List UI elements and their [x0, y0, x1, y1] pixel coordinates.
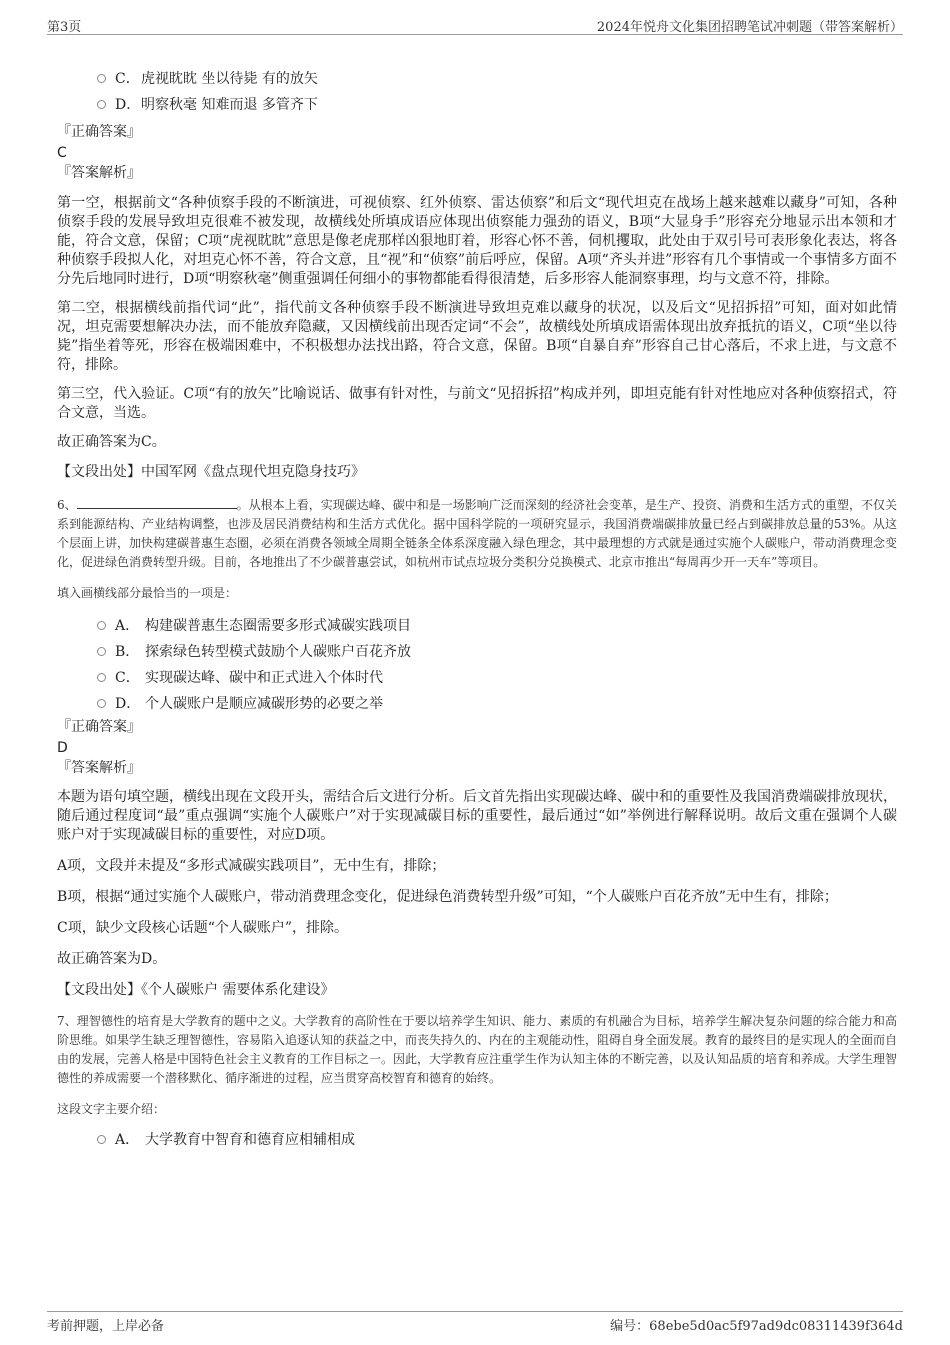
analysis-paragraph: 第三空，代入验证。C项“有的放矢”比喻说话、做事有针对性，与前文“见招拆招”构成并列，即坦克能有针对性地应对各种侦察招式，符合文意，当选。: [57, 386, 897, 421]
option-letter: D．: [115, 97, 141, 113]
option-text: 明察秋毫 知难而退 多管齐下: [141, 97, 318, 113]
page-content: [57, 66, 897, 1153]
answer-label: 『正确答案』: [57, 124, 141, 140]
q7-option-a[interactable]: [57, 1127, 897, 1153]
radio-icon[interactable]: [97, 1135, 106, 1144]
answer-value: D: [57, 740, 68, 756]
page-header: [47, 14, 903, 35]
radio-icon[interactable]: [97, 699, 106, 708]
analysis-paragraph: B项，根据“通过实施个人碳账户，带动消费理念变化，促进绿色消费转型升级”可知，“个人碳账户百花齐放”无中生有，排除；: [57, 889, 838, 905]
option-letter: D．: [115, 696, 141, 712]
option-letter: A．: [115, 1132, 140, 1148]
analysis-paragraph: C项，缺少文段核心话题“个人碳账户”，排除。: [57, 920, 349, 936]
option-text: 探索绿色转型模式鼓励个人碳账户百花齐放: [145, 644, 411, 660]
option-text: 实现碳达峰、碳中和正式进入个体时代: [145, 670, 383, 686]
fill-blank: [77, 496, 237, 509]
radio-icon[interactable]: [97, 647, 106, 656]
analysis-conclusion: 故正确答案为C。: [57, 434, 166, 450]
question-7-stem: 7、理智德性的培育是大学教育的题中之义。大学教育的高阶性在于要以培养学生知识、能力、素质的有机融合为目标，培养学生解决复杂问题的综合能力和高阶思维。如果学生缺乏理智德性，容易陷入追逐认知的获益之中，而丧失持久的、内在的主观能动性，阻碍自身全面发展。教育的最终目的是实现人的全面而自由的发展，完善人格是中国特色社会主义教育的工作目标之一。因此，大学教育应注重学生作为认知主体的不断完善，以及认知品质的培育和养成。大学生理智德性的养成需要一个潜移默化、循序渐进的过程，应当贯穿高校智育和德育的始终。: [57, 1014, 898, 1085]
question-prompt: 这段文字主要介绍：: [57, 1102, 166, 1116]
source-note: 【文段出处】《个人碳账户 需要体系化建设》: [57, 982, 335, 998]
option-letter: C．: [115, 71, 140, 87]
analysis-paragraph: 第一空，根据前文“各种侦察手段的不断演进，可视侦察、红外侦察、雷达侦察”和后文“现代坦克在战场上越来越难以藏身”可知，各种侦察手段的发展导致坦克很难不被发现，故横线处所填成语应体现出侦察能力强劲的语义，B项“大显身手”形容充分地显示出本领和才能，符合文意，保留；C项“虎视眈眈”意思是像老虎那样凶狠地盯着，形容心怀不善，伺机攫取，此处由于双引号可表形象化表达，将各种侦察手段拟人化，对坦克心怀不善，符合文意，且“视”和“侦察”前后呼应，保留。A项“齐头并进”形容有几个事情或一个事情多方面不分先后地同时进行，D项“明察秋毫”侧重强调任何细小的事物都能看得很清楚，后多形容人能洞察事理，均与文意不符，排除。: [57, 195, 897, 287]
document-title: 2024年悦舟文化集团招聘笔试冲刺题（带答案解析）: [596, 20, 903, 35]
radio-icon[interactable]: [97, 74, 106, 83]
option-letter: B．: [115, 644, 140, 660]
option-text: 个人碳账户是顺应减碳形势的必要之举: [145, 696, 383, 712]
analysis-paragraph: A项，文段并未提及“多形式减碳实践项目”，无中生有，排除；: [57, 858, 446, 874]
source-note: 【文段出处】中国军网《盘点现代坦克隐身技巧》: [57, 464, 365, 480]
q6-option-b[interactable]: [57, 639, 897, 665]
analysis-label: 『答案解析』: [57, 760, 141, 776]
option-text: 大学教育中智育和德育应相辅相成: [145, 1132, 355, 1148]
page-number: 第3页: [47, 20, 82, 35]
question-6-stem: [57, 496, 897, 572]
analysis-paragraph: 第二空，根据横线前指代词“此”，指代前文各种侦察手段不断演进导致坦克难以藏身的状况，以及后文“见招拆招”可知，面对如此情况，坦克需要想解决办法，而不能放弃隐藏，又因横线前出现否定词“不会”，故横线处所填成语需体现出放弃抵抗的语义，C项“坐以待毙”指坐着等死，形容在极端困难中，不积极想办法找出路，符合文意，保留。B项“自暴自弃”形容自己甘心落后，不求上进，与文意不符，排除。: [57, 300, 897, 373]
document-id: 编号：68ebe5d0ac5f97ad9dc08311439f364d: [610, 1319, 903, 1334]
option-text: 虎视眈眈 坐以待毙 有的放矢: [141, 71, 318, 87]
radio-icon[interactable]: [97, 673, 106, 682]
analysis-paragraph: 本题为语句填空题，横线出现在文段开头，需结合后文进行分析。后文首先指出实现碳达峰、碳中和的重要性及我国消费端碳排放现状，随后通过程度词“最”重点强调“实施个人碳账户”对于实现减碳目标的重要性，最后通过“如”举例进行解释说明。故后文重在强调个人碳账户对于实现减碳目标的重要性，对应D项。: [57, 789, 897, 843]
page-footer: [47, 1311, 903, 1332]
q5-option-c[interactable]: [57, 66, 897, 92]
q6-option-c[interactable]: [57, 665, 897, 691]
q6-option-a[interactable]: [57, 613, 897, 639]
option-letter: C．: [115, 670, 140, 686]
answer-label: 『正确答案』: [57, 719, 141, 735]
analysis-conclusion: 故正确答案为D。: [57, 951, 167, 967]
analysis-label: 『答案解析』: [57, 165, 141, 181]
question-text: 。从根本上看，实现碳达峰、碳中和是一场影响广泛而深刻的经济社会变革，是生产、投资、消费和生活方式的重塑，不仅关系到能源结构、产业结构调整，也涉及居民消费结构和生活方式优化。据中国科学院的一项研究显示，我国消费端碳排放量已经占到碳排放总量的53%。从这个层面上讲，加快构建碳普惠生态圈，必须在消费各领域全周期全链条全体系深度融入绿色理念，其中最理想的方式就是通过实施个人碳账户，带动消费理念变化，促进绿色消费转型升级。目前，各地推出了不少碳普惠尝试，如杭州市试点垃圾分类积分兑换模式、北京市推出“每周再少开一天车”等项目。: [57, 498, 898, 569]
question-prompt: 填入画横线部分最恰当的一项是：: [57, 586, 238, 600]
q5-option-d[interactable]: [57, 92, 897, 118]
radio-icon[interactable]: [97, 100, 106, 109]
radio-icon[interactable]: [97, 621, 106, 630]
question-number: 6、: [57, 498, 77, 512]
q6-option-d[interactable]: [57, 691, 897, 717]
option-text: 构建碳普惠生态圈需要多形式减碳实践项目: [145, 618, 411, 634]
footer-slogan: 考前押题，上岸必备: [47, 1319, 165, 1334]
option-letter: A．: [115, 618, 140, 634]
answer-value: C: [57, 145, 67, 161]
